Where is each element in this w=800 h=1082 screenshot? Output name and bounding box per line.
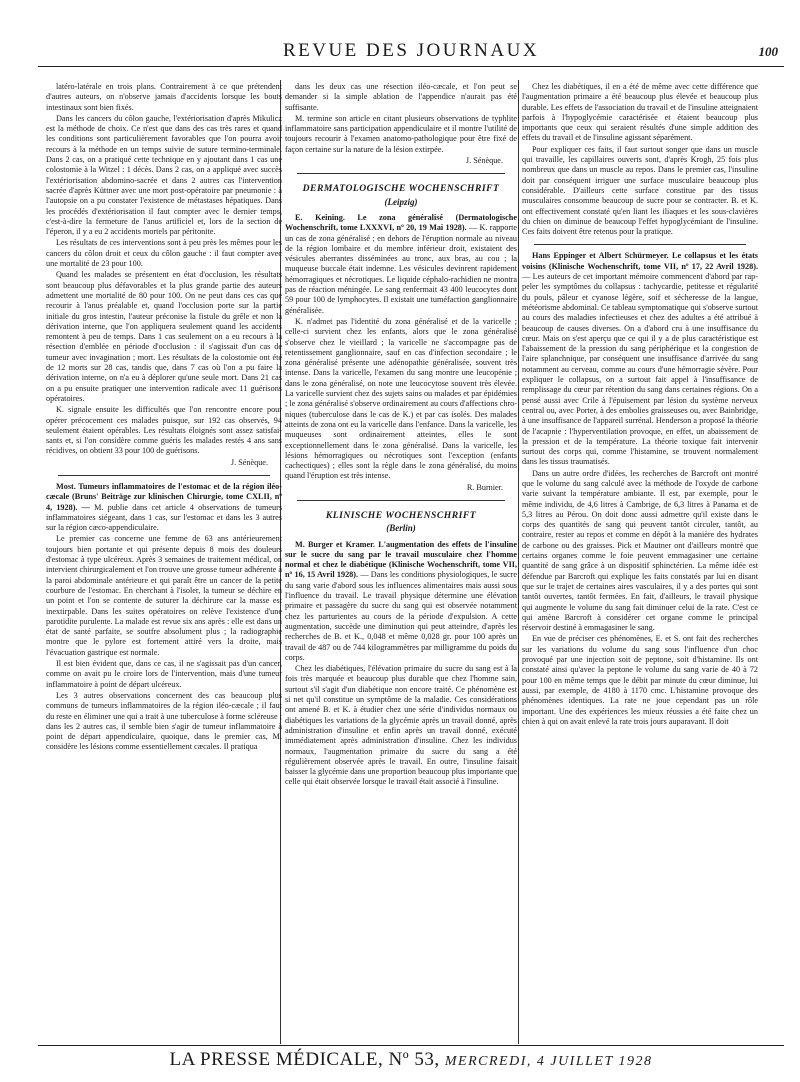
article-heading — [285, 540, 517, 664]
journal-title: DERMATOLOGISCHE WOCHENSCHRIFT — [302, 183, 500, 195]
paragraph: Le premier cas concerne une femme de 63 ans antérieurement toujours bien portante et qui présente depuis 8 mois des douleurs d'estomac à type ulcéreux. Après 3 semaines de traitement médical, on intervient chirurgicalement et l'on trouve une grosse tumeur adhérente à la paroi abdominale antérieure et qui paraît être un cancer de la petite courbure de l'estomac. En cherchant à l'isoler, la tumeur se déchire en un point et l'on se contente de suturer la déchirure car la masse est inextirpable. Dans les suites opératoires on relève l'existence d'une parotidite purulente. La malade est revue six ans après : elle est dans un état de santé parfaite, se soutfre absolument plus ; la radiographie montre que le pylore est fortement attiré vers la droite, mais l'évacuation gastrique est normale. — [46, 534, 282, 657]
page-footer — [38, 1049, 784, 1071]
article-intro: M. publie dans cet article 4 observations de tumeurs inflammatoires siégeant, dans 1 cas, sur l'estomac et dans les 3 autres sur la région cæco-appendiculaire. — [46, 502, 282, 533]
journal-city: (Leipzig) — [384, 196, 418, 207]
page-number: 100 — [758, 44, 778, 59]
paragraph: Les 3 autres observations concernent des cas beaucoup plus communs de tumeurs inflammatoires de la région iléo-cæcale ; il faut du reste en éliminer une qui a trait à une tuberculose à forme scléreuse ; dans les 2 autres cas, il semble bien s'agir de tumeur inflammatoire à point de départ appendiculaire, quoique, dans le premier cas, M. considère les lésions comme essentiellement cæcales. Il pratiqua — [46, 690, 282, 752]
article-intro: — Dans les conditions physiologiques, le sucre du sang varie d'abord sous les influences alimentaires mais aussi sous l'influence du travail. Le travail physique détermine une élévation primaire et passagère du sucre du sang qui est observée notamment chez les parturientes au cours de la période d'expulsion. A cette augmentation, succède une diminution qui peut atteindre, d'après les recherches de B. et K., 0,048 et même 0,028 gr. pour 100 après un travail de 487 ou de 744 kilogrammètres par milligramme du poids du corps. — [285, 570, 517, 662]
section-divider — [297, 500, 505, 501]
paragraph: En vue de préciser ces phénomènes, E. et S. ont fait des recherches sur les variations du volume du sang sous l'influence d'un choc provoqué par une injection soit de peptone, soit d'histamine. Ils ont constaté ainsi qu'avec la peptone le volume du sang varie de 40 à 72 pour 100 en même temps que le débit par minute du cœur diminue, lui aussi, par exemple, de 4180 à 1170 cmc. L'histamine provoque des phénomènes identiques. La rate ne joue cependant pas un rôle important. Une des expériences les mieux réussies a été faite chez un chien à qui on avait enlevé la rate trois jours auparavant. Il doit — [522, 634, 758, 726]
page-header — [38, 40, 784, 67]
paragraph: Pour expliquer ces faits, il faut surtout songer que dans un muscle qui travaille, les capillaires ouverts sont, d'après Krogh, 25 fois plus nombreux que dans un muscle au repos. Dans le premier cas, l'insuline doit par conséquent irriguer une surface musculaire beaucoup plus considérable. D'ailleurs cette surface constitue par des tissus musculaires consomme beaucoup de sucre pour se contracter. B. et K. ont effectivement constaté qu'en liant les iliaques et les sous-clavières du chien on diminue de beaucoup l'effet hypoglycémiant de l'insuline. Ces faits doivent être retenus pour la pratique. — [522, 144, 758, 237]
article-title: Most. Tumeurs inflammatoires de l'estomac et de la région iléo-cæcale (Bruns' Beiträge zur klinischen Chirurgie, tome CXLII, nº 4, 1928). — — [46, 481, 282, 512]
paragraph: latéro-latérale en trois plans. Contrairement à ce que prétendent d'autres auteurs, on n'observe jamais d'accidents lorsque les bouts intestinaux sont bien fixés. — [46, 82, 282, 112]
paragraph: Il est bien évident que, dans ce cas, il ne s'agissait pas d'un cancer, comme on avait pu le croire lors de l'intervention, mais d'une tumeur inflammatoire à point de départ ulcéreux. — [46, 659, 282, 689]
article-title: E. Keining. Le zona généralisé (Dermatologische Wochenschrift, tome LXXXVI, nº 20, 19 Mai 1928). — [285, 212, 517, 233]
column-right — [522, 82, 758, 1040]
paragraph: dans les deux cas une résection iléo-cæcale, et l'on peut se demander si la simple ablation de l'appendice n'aurait pas été suffisante. — [285, 82, 517, 112]
paragraph: Dans un autre ordre d'idées, les recherches de Barcroft ont montré que le volume du sang calculé avec la méthode de l'oxyde de carbone varie suivant la température ambiante. Il est, par exemple, pour le même individu, de 4,6 litres à Cambrige, de 6,3 litres à Panama et de 5,3 litres au Pérou. On doit donc aussi admettre qu'il existe dans le corps des quantités de sang qui peuvent tantôt circuler, tantôt, au contraire, rester au repos et comme en dépôt à la manière des hydrates de carbone ou des graisses. Pick et Mautner ont d'ailleurs montré que certains organes comme le foie peuvent emmagasiner une certaine quantité de sang grâce à un dispositif sphinctérien. La même idée est défendue par Barcroft qui explique les faits constatés par lui en disant que sur le trajet de certaines aires vasculaires, il y a des portes qui sont tantôt ouvertes, tantôt fermées. En fait, d'ailleurs, le travail physique qui augmente le volume du sang fait diminuer celui de la rate. C'est ce qui amène Barcroft à considérer cet organe comme le principal réservoir destiné à emmagasiner le sang. — [522, 468, 758, 633]
paragraph: Quand les malades se présentent en état d'occlusion, les résultats sont beaucoup plus défavorables et la plus grande partie des auteurs admettent une mortalité de 80 pour 100. On ne peut dans ces cas que recourir à l'anus préalable et, quand l'occlusion porte sur la partie initiale du gros intestin, l'auteur préconise la fistule du grêle et non la dérivation interne, que l'on appliquera seulement quand les accidents remontent à peu de temps. Dans 1 cas seulement on a eu recours à la résection d'emblée en période d'occlusion : il s'agissait d'un cas de tumeur avec invagination ; mort. Les résultats de la colostomie ont été de 12 morts sur 28 cas, tandis que, dans 7 cas où l'on a pu faire la dérivation interne, on n'a eu à déplorer qu'une seule mort. Dans 21 cas on a pu ensuite pratiquer une intervention radicale avec 11 guérisons opératoires. — [46, 270, 282, 403]
signature: J. Sénèque. — [230, 457, 268, 467]
signature: J. Sénèque. — [465, 156, 503, 166]
running-title: REVUE DES JOURNAUX — [282, 40, 540, 61]
paragraph: Chez les diabétiques, il en a été de même avec cette différence que l'augmentation primaire a été beaucoup plus élevée et beaucoup plus durable. Les effets de l'association du travail et de l'insuline atteignaient parfois à l'hypoglycémie caractérisée et étaient beaucoup plus importants que ceux qui seraient résultés d'une simple addition des effets du travail et de l'insuline agissant séparément. — [522, 82, 758, 143]
column-left — [46, 82, 282, 1040]
section-divider — [297, 173, 505, 174]
signature: R. Burnier. — [466, 482, 503, 492]
footer-journal: LA PRESSE MÉDICALE, Nº 53, — [169, 1049, 440, 1070]
article-intro: — Les auteurs de cet important mémoire commencent d'abord par rappeler les symptômes du collapsus : tachycardie, petitesse et régularité du pouls, pâleur et cyanose légère, soif et sécheresse de la langue, météorisme abdominal. Ce tableau symptomatique qui s'observe surtout au cours des maladies infectieuses et chez des adultes a été attribué à beaucoup de causes diverses. On a d'abord cru à une insuffisance du cœur. Mais on s'est aperçu que ce qui il y a de plus caractéristique est l'abaissement de la pression du sang périphérique et la congestion de l'aire splanchnique, par conséquent une insuffisance d'arrivée du sang notamment au cerveau, comme au cours d'une hémorragie sévère. Pour expliquer le collapsus, on a surtout fait appel à l'insuffisance de remplissage du cœur par rétention du sang dans certaines régions. On a pensé aussi avec Crile à l'épuisement par lésion du système nerveux central ou, avec Porter, à des embolies graisseuses ou, avec Bainbridge, à une insuffisance de l'appareil surrénal. Henderson a proposé la théorie de l'acapnie : l'hyperventilation provoque, en effet, un abaissement de la pression et de la température. La théorie toxique fait intervenir surtout des corps qui, comme l'histamine, se trouvent normalement dans les tissus traumatisés. — [522, 272, 758, 467]
article-title: Hans Eppinger et Albert Schürmeyer. Le collapsus et les états voisins (Klinische Wochenschrift, tome VII, nº 17, 22 Avril 1928). — [522, 251, 758, 271]
article-title: M. Burger et Kramer. L'augmentation des effets de l'insuline sur le sucre du sang par le travail musculaire chez l'homme normal et chez le diabétique (Klinische Wochenschrift, tome VII, nº 16, 15 Avril 1928). — [285, 539, 517, 580]
paragraph: Chez les diabétiques, l'élévation primaire du sucre du sang est à la fois très marquée et beaucoup plus durable que chez l'homme sain, surtout s'il s'agit d'un diabétique non encore traité. Ce phénomène est si net qu'il constitue un symptôme de la maladie. Ces considérations ont amené B. et K. à étudier chez une série d'individus normaux ou diabétiques les variations de la glycémie après un travail donné, après administration d'insuline et enfin après un travail donné, exécuté immédiatement après administration d'insuline. Chez les individus normaux, l'augmentation primaire du sucre du sang a été régulièrement observée après le travail. En outre, l'insuline faisait baisser la glycémie dans une proportion beaucoup plus importante que celle qui était observée lorsque le travail était associé à l'insuline. — [285, 664, 517, 787]
paragraph: Les résultats de ces interventions sont à peu près les mêmes pour les cancers du côlon droit et ceux du côlon gauche : il faut compter avec une mortalité de 23 pour 100. — [46, 238, 282, 269]
paragraph: K. n'admet pas l'identité du zona généralisé et de la varicelle ; celle-ci survient chez les enfants, alors que le zona généralisé s'observe chez le vieillard ; la varicelle ne s'accompagne pas de retentissement ganglionnaire, sauf en cas d'infection secondaire ; le zona généralisé présente une adénopathie généralisée, souvent très intense. Dans la varicelle, l'examen du sang montre une leucopénie ; dans le zona généralisé, on note une leucocytose souvent très élevée. La varicelle survient chez des sujets sains ou malades et par épidémies ; le zona généralisé s'observe ordinairement au cours d'affections chroniques (tuberculose dans le cas de K.) et par cas isolés. Des malades atteints de zona ont eu la varicelle dans l'enfance. Dans la varicelle, les muqueuses sont ordinairement atteintes, elles le sont exceptionnellement dans le zona généralisé. Dans la varicelle, les lésions hémorragiques ou nécrotiques sont l'exception (enfants cachectiques) ; elles sont la règle dans le zona généralisé, du moins quand l'éruption est très intense. — [285, 316, 517, 481]
column-middle — [285, 82, 517, 1040]
journal-city: (Berlin) — [386, 523, 416, 534]
article-heading — [285, 213, 517, 316]
paragraph: K. signale ensuite les difficultés que l'on rencontre encore pour opérer précocement ces malades puisque, sur 192 cas observés, 94 seulement étaient opérables. Les résultats éloignés sont assez satisfaisants et, si l'on considère comme guéris les malades restés 4 ans sans récidives, on obtient 33 pour 100 de guérisons. — [46, 405, 282, 456]
article-heading — [46, 482, 282, 533]
article-intro: — K. rapporte un cas de zona généralisé ; en dehors de l'éruption normale au niveau de la région lombaire et du membre inférieur droit, existaient des vésicules aberrantes disséminées au tronc, aux bras, au cou ; la muqueuse buccale était indemne. Les vésicules devinrent rapidement hémorragiques et nécrotiques. Le liquide céphalo-rachidien ne montra pas de réaction méningée. Le sang renfermait 43 400 leucocytes dont 59 pour 100 de lymphocytes. Il existait une tuméfaction ganglionnaire généralisée. — [285, 223, 517, 315]
section-divider — [58, 475, 270, 476]
footer-date: MERCREDI, 4 JUILLET 1928 — [444, 1054, 653, 1069]
paragraph: M. termine son article en citant plusieurs observations de typhlite inflammatoire sans participation appendiculaire et il montre l'utilité de toujours recourir à l'examen anatomo-pathologique pour être fixé de façon certaine sur la nature de la lésion extirpée. — [285, 113, 517, 154]
paragraph: Dans les cancers du côlon gauche, l'extériorisation d'après Mikulicz est la méthode de choix. Ce n'est que dans des cas très rares et quand les conditions sont particulièrement favorables que l'on pourra avoir recours à la méthode en un temps suivie de suture termino-terminale. Dans 2 cas, on a pratiqué cette technique en y ajoutant dans 1 cas une colostomie à la Witzel : 1 décès. Dans 2 cas, on a appliqué avec succès l'extériorisation abdomino-sacrée et dans 2 autres cas l'intervention sacrée d'après Küttner avec une mort post-opératoire par pneumonie : à l'autopsie on a pu constater l'existence de métastases hépatiques. Dans les procédés d'extériorisation il faut compter avec le dernier temps, c'est-à-dire la fermeture de l'anus artificiel et, lors de la section de l'éperon, il y a eu 2 accidents mortels par péritonite. — [46, 113, 282, 237]
section-divider — [534, 244, 746, 245]
column-rule — [518, 80, 519, 1044]
article-heading — [522, 251, 758, 467]
journal-title: KLINISCHE WOCHENSCHRIFT — [325, 509, 477, 521]
footer-rule — [38, 1045, 784, 1046]
